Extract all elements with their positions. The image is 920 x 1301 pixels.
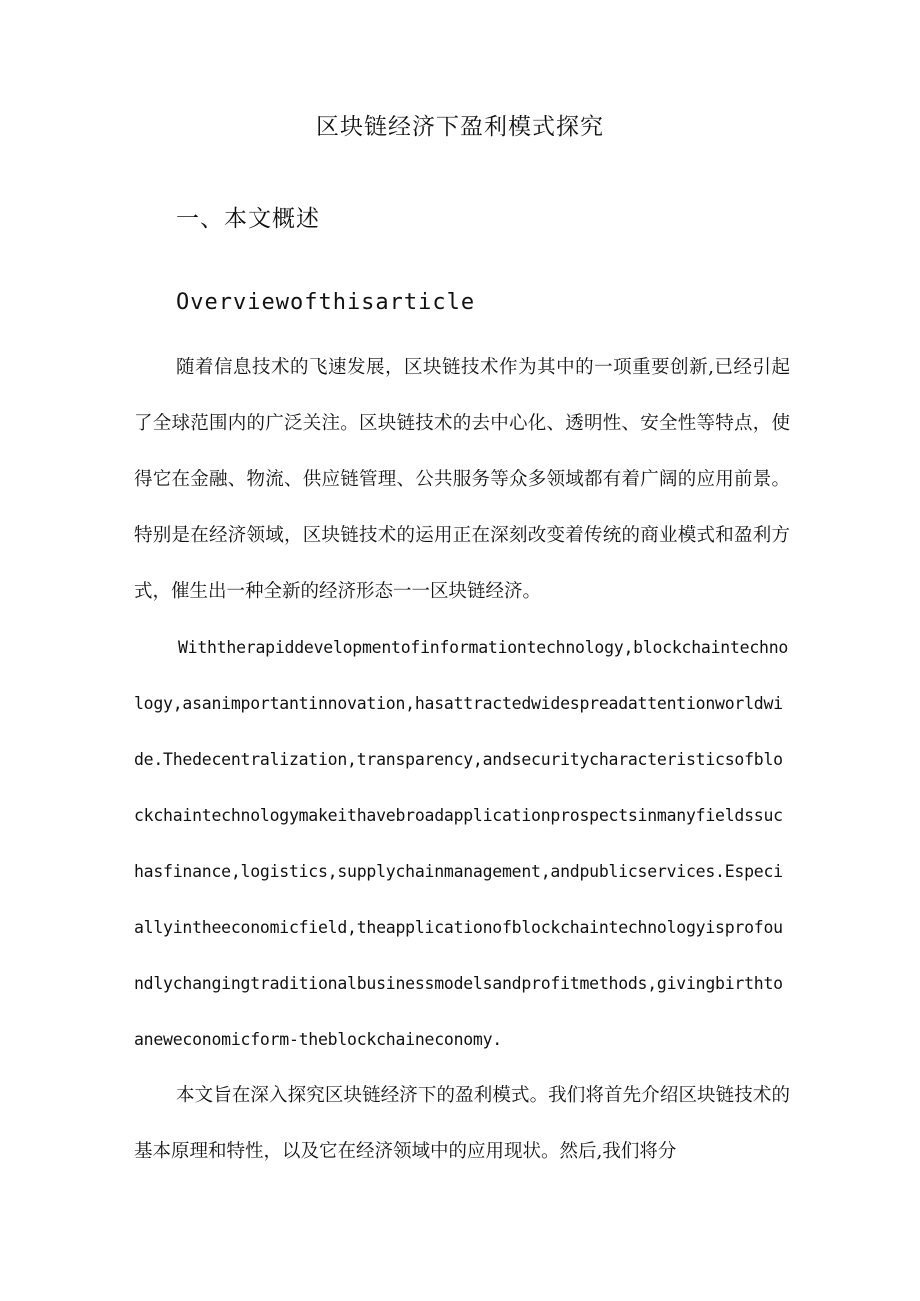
paragraph-english-intro: Withtherapiddevelopmentofinformationtechnology,blockchaintechnology,asanimportantinnovation,hasattractedwidespreadattentionworldwide.Thedecentralization,transparency,andsecuritycharacteristicsofblockchaintechnologymakeithavebroadapplicationprospectsinmanyfieldssuchasfinance,logistics,supplychainmanagement,andpublicservices.Especiallyintheeconomicfield,theapplicationofblockchaintechnologyisprofoundlychangingtraditionalbusinessmodelsandprofitmethods,givingbirthtoaneweconomicform-theblockchaineconomy.	[134, 638, 789, 1049]
section-heading: 一、本文概述	[176, 206, 320, 232]
section-heading-english: Overviewofthisarticle	[176, 290, 476, 315]
document-title: 区块链经济下盈利模式探究	[316, 114, 604, 140]
paragraph-chinese-intro: 随着信息技术的飞速发展，区块链技术作为其中的一项重要创新,已经引起了全球范围内的广泛关注。区块链技术的去中心化、透明性、安全性等特点，使得它在金融、物流、供应链管理、公共服务等众多领域都有着广阔的应用前景。特别是在经济领域，区块链技术的运用正在深刻改变着传统的商业模式和盈利方式，催生出一种全新的经济形态一一区块链经济。	[134, 357, 790, 602]
paragraph-chinese-purpose: 本文旨在深入探究区块链经济下的盈利模式。我们将首先介绍区块链技术的基本原理和特性，以及它在经济领域中的应用现状。然后,我们将分	[134, 1085, 790, 1162]
